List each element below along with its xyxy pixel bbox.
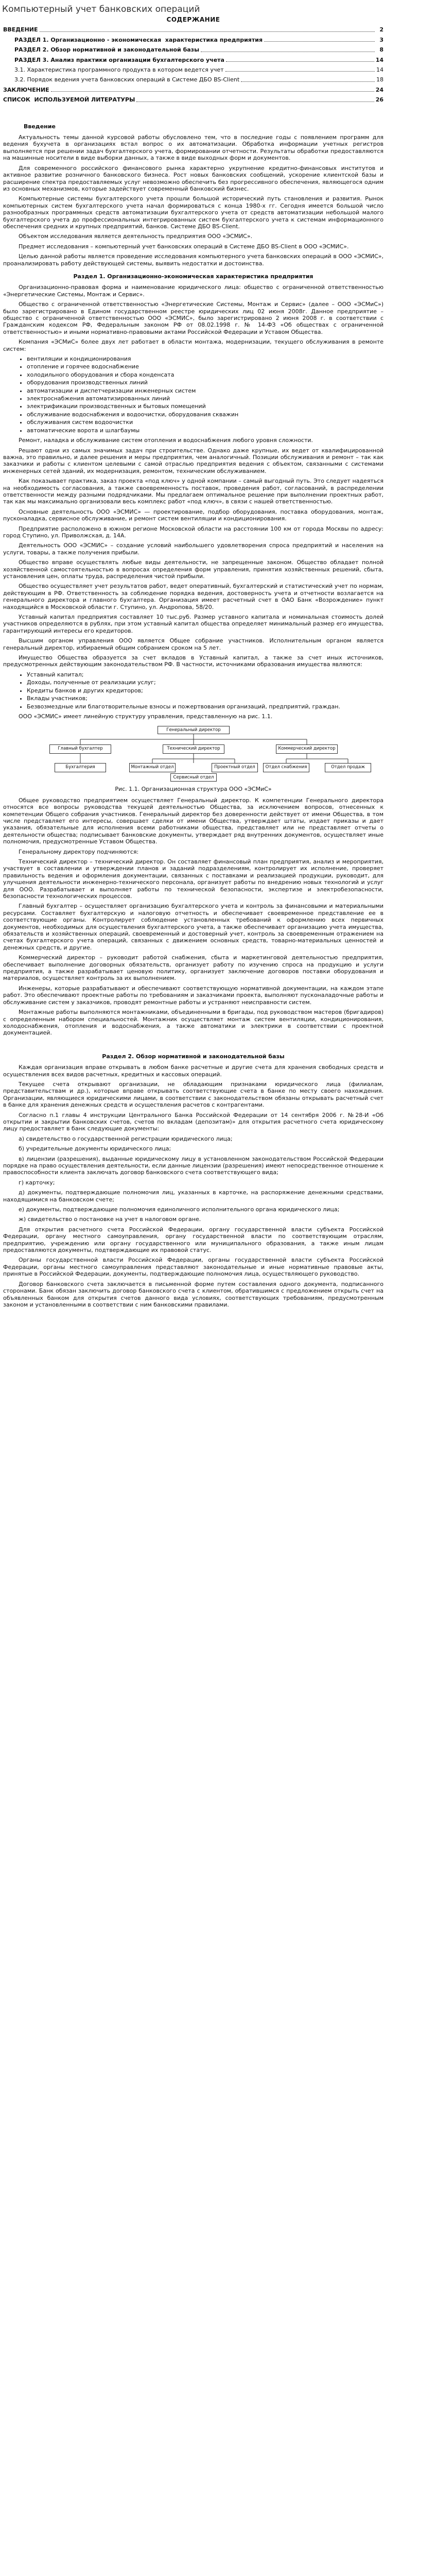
list-item: • оборудования производственных линий [27,379,383,386]
toc-item[interactable] [3,96,383,103]
paragraph: Генеральному директору подчиняются: [19,848,139,855]
toc-item-label: ВВЕДЕНИЕ [3,26,38,33]
intro-body [3,134,383,267]
paragraph: Общее руководство предприятием осуществляет Генеральный директор. К компетенции Генерального директора относятся все вопросы руководства текущей деятельностью Общества, за исключением вопросов, отнесенных к компетенции Общего собрания участников. Генеральный директор без доверенности действует от имени Общества, в том числе представляет его интересы, совершает сделки от имени Общества, утверждает штаты, издает приказы и дает указания, обязательные для исполнения всеми работниками общества, представляет или не представляет отчеты о деятельности общества; подписывает банковские документы, утверждает ряд внутренних документов, осуществляет иные полномочия, предусмотренные Уставом Общества. [3,796,383,845]
toc-page-number: 14 [375,56,383,63]
box-technical-director: Технический директор [163,744,224,754]
paragraph: Ремонт, наладка и обслуживание систем отопления и водоснабжения любого уровня сложности. [19,437,313,444]
paragraph: Главный бухгалтер – осуществляет организацию бухгалтерского учета и контроль за финансовыми и материальными ресурсами. Составляет бухгалтерскую и налоговую отчетность и обеспечивает своевременное представление ее в соответствующие органы. Контролирует соблюдение установленных требований к оформлению всех первичных документов, необходимых для осуществления бухгалтерского учета, а также обеспечивает организацию учета имущества, обязательств и хозяйственных операций, своевременный и достоверный учет, контроль за своевременным отражением на счетах бухгалтерского учета операций, связанных с движением основных средств, товарно-материальных ценностей и денежных средств, и другие. [3,903,383,951]
list-item: • вентиляции и кондиционирования [27,355,383,362]
list-item: • холодильного оборудования и сбора конденсата [27,371,383,378]
paragraph: Компания «ЭСМиС» более двух лет работает в области монтажа, модернизации, текущего обслуживания в ремонте систем: [3,338,383,352]
toc-item[interactable] [3,57,383,63]
paragraph: Органы государственной власти Российской Федерации, органы государственной власти субъекта Российской Федерации, органы местного самоуправления представляют законодательные и иные нормативные правовые акты, принятые в Российской Федерации, документы, подтверждающие полномочия лица, осуществляющего руководство. [3,1257,383,1278]
toc-item-label: 3.1. Характеристика программного продукта в котором ведется учет [14,66,224,74]
toc-item-label: РАЗДЕЛ 1. Организационно - экономическая характеристика предприятия [14,36,263,43]
list-item: • автоматизации и диспетчеризации инженерных систем [27,387,383,394]
toc-page-number: 24 [375,86,383,93]
list-item: • Уставный капитал; [27,671,383,678]
toc-page-number: 18 [376,76,383,83]
list-item: • обслуживание водоснабжения и водоочистки, оборудования скважин [27,411,383,418]
box-department: Бухгалтерия [55,763,106,772]
paragraph: Актуальность темы данной курсовой работы обусловлено тем, что в последние годы с появлением программ для ведения бухучета в организациях встал вопрос о их автоматизации. Обработка информации учетных регистров выполняется при решении задач бухгалтерского учета, формировании отчетности. Результаты обработки предоставляются на машинные носители в виде выборки данных, а также в виде выходных форм и документов. [3,134,383,162]
list-item: • Доходы, полученные от реализации услуг; [27,679,383,686]
list-item: г) карточку; [19,1179,55,1186]
paragraph: Каждая организация вправе открывать в любом банке расчетные и другие счета для хранения свободных средств и осуществления всех видов расчетных, кредитных и кассовых операций. [3,1064,383,1078]
toc-item-label: ЗАКЛЮЧЕНИЕ [3,86,49,93]
table-of-contents [3,26,383,103]
toc-page-number: 14 [376,66,383,74]
list-item: • Вклады участников; [27,695,383,702]
paragraph: Деятельность ООО «ЭСМИС» – создание условий наибольшего удовлетворения спроса предприятий и населения на услуги, товары, а также получения прибыли. [3,542,383,556]
paragraph: Технический директор – технический директор. Он составляет финансовый план предприятия, анализ и мероприятия, участвует в составлении и утверждении планов и заданий подразделениям, контролирует их исполнение, проверяет правильность ведения и оформления документации, связанных с поставками и реализацией продукции, руководит, для улучшения деятельности инженерно-технического персонала, организует работы по внедрению новых технологий и услуг для ООО. Разрабатывает и выполняет работы по технической безопасности, экспертизе и электробезопасности, безопасности технологических процессов. [3,858,383,900]
paragraph: Согласно п.1 главы 4 инструкции Центрального Банка Российской Федерации от 14 сентября 2006 г. №28-И «Об открытии и закрытии банковских счетов, счетов по вкладам (депозитам)» для открытия расчетного счета юридическому лицу предоставляет в банк следующие документы: [3,1111,383,1132]
paragraph: Общество осуществляет учет результатов работ, ведет оперативный, бухгалтерский и статистический учет по нормам, действующим в РФ. Ответственность за соблюдение порядка ведения, достоверность учета и отчетности возлагается на генерального директора и главного бухгалтера. Организация имеет расчетный счет в ОАО Банк «Возрождение» пункт находящийся в Московской области г. Ступино, ул. Андропова, 58/20. [3,583,383,611]
toc-item[interactable] [3,37,383,43]
paragraph: Общество вправе осуществлять любые виды деятельности, не запрещенные законом. Общество обладает полной хозяйственной самостоятельностью в вопросах определения форм управления, принятия хозяйственных решений, сбыта, установления цен, оплаты труда, распределения чистой прибыли. [3,559,383,580]
list-item: д) документы, подтверждающие полномочия лиц, указанных в карточке, на распоряжение денежными средствами, находящимися на банковском счете; [3,1189,383,1203]
box-department: Отдел снабжения [263,763,309,772]
figure-caption: Рис. 1.1. Организационная структура ООО «ЭСМиС» [115,786,272,793]
toc-leader [226,61,374,62]
box-department: Отдел продаж [325,763,371,772]
toc-page-number: 3 [379,36,383,43]
paragraph: Основные деятельность ООО «ЭСМИС» — проектирование, подбор оборудования, поставка оборудования, монтаж, пусконаладка, сервисное обслуживание, и ремонт систем вентиляции и кондиционирования. [3,508,383,522]
toc-item[interactable] [3,66,383,73]
paragraph: Объектом исследования является деятельность предприятия ООО «ЭСМИС». [19,233,253,240]
paragraph: Общество с ограниченной ответственностью «Энергетические Системы, Монтаж и Сервис» (далее – ООО «ЭСМиС») было зарегистрировано в Едином государственном реестре юридических лиц 02 июня 2008г. Данное предприятие – общество с ограниченной ответственностью ООО «ЭСМИС», было зарегистрировано 2 июня 2008 г. в соответствии с Гражданским кодексом РФ, Федеральным законом РФ от 08.02.1998 г. № 14-ФЗ «Об обществах с ограниченной ответственностью» и иными нормативно-правовыми актами Российской Федерации и Уставом Общества. [3,301,383,335]
list-item: ж) свидетельство о постановке на учет в налоговом органе. [19,1216,201,1223]
toc-page-number: 8 [379,46,383,54]
toc-item-label: РАЗДЕЛ 2. Обзор нормативной и законодательной базы [14,46,200,54]
list-item: • Безвозмездные или благотворительные взносы и пожертвования организаций, предприятий, граждан. [27,703,383,710]
list-item: е) документы, подтверждающие полномочия единоличного исполнительного органа юридического лица; [19,1206,340,1213]
paragraph: Инженеры, которые разрабатывают и обеспечивают соответствующую нормативной документации, на каждом этапе работ. Это обеспечивают проектные работы по требованиям и заказчиками проекта, выполняют пусконаладочные работы и обслуживание систем у заказчиков, проводят ремонтные работы и устраняют неисправности систем. [3,985,383,1006]
services-list [3,355,383,434]
toc-leader [225,71,375,72]
toc-item[interactable] [3,87,383,93]
toc-leader [51,91,374,92]
list-item: • автоматические ворота и шлагбаумы [27,427,383,434]
required-documents-list [3,1136,383,1223]
list-item: • электроснабжения автоматизированных линий [27,395,383,402]
list-item: • отопление и горячее водоснабжение [27,363,383,370]
box-ceo: Генеральный директор [158,726,230,734]
paragraph: Предприятие расположено в южном регионе Московской области на расстоянии 100 км от города Москвы по адресу: город Ступино, ул. Приволжская, д. 14А. [3,525,383,539]
toc-leader [40,31,375,32]
box-chief-accountant: Главный бухгалтер [49,744,111,754]
toc-leader [136,101,374,102]
paragraph: ООО «ЭСМИС» имеет линейную структуру управления, представленную на рис. 1.1. [19,713,273,720]
paragraph: Монтажные работы выполняются монтажниками, объединенными в бригады, под руководством мастеров (бригадиров) с определенным набором специальностей. Монтажник осуществляет монтаж систем вентиляции, кондиционирования, холодоснабжения, отопления и водоснабжения, а также автоматики и электрики в соответствии с проектной документацией. [3,1009,383,1037]
toc-item-label: 3.2. Порядок ведения учета банковских операций в Системе ДБО BS-Client [14,76,240,83]
paragraph: Текущее счета открывают организации, не обладающим признаками юридического лица (филиалам, представительствам и др.), которые вправе открывать соответствующие счета в банке по месту своего нахождения. Организации, являющиеся юридическими лицами, в соответствии с законодательством обязаны открывать расчетный счет в банке для хранения денежных средств и осуществления расчетов с контрагентами. [3,1080,383,1109]
org-structure-diagram [3,724,383,783]
property-sources-list [3,671,383,710]
paragraph: Организационно-правовая форма и наименование юридического лица: общество с ограниченной ответственностью «Энергетические Системы, Монтаж и Сервис». [3,284,383,298]
section1-title: Раздел 1. Организационно-экономическая характеристика предприятия [73,273,313,280]
toc-leader [241,81,375,82]
paragraph: Для современного российского финансового рынка характерно укрупнение кредитно-финансовых институтов и активное развитие розничного банковского бизнеса. Рост новых банковских сообщений, ускорение клиентской базы и расширение спектра предоставляемых услуг невозможно обеспечить без прогрессивного обеспечения, являющегося одним из основных механизмов, которые задействует современный банковский бизнес. [3,164,383,192]
paragraph: Договор банковского счета заключается в письменной форме путем составления одного документа, подписанного сторонами. Банк обязан заключить договор банковского счета с клиентом, обратившимся с предложением открыть счет на объявленных банком для открытия счетов данного вида условиях, соответствующих требованиям, предусмотренным законом и установленными в соответствии с ним банковскими правилами. [3,1280,383,1308]
paragraph: Целью данной работы является проведение исследования компьютерного учета банковских операций в ООО «ЭСМИС», проанализировать работу действующей системы, выявить недостатки и достоинства. [3,253,383,267]
list-item: б) учредительные документы юридического лица; [19,1145,171,1153]
list-item: • электрификации производственных и бытовых помещений [27,403,383,410]
paragraph: Предмет исследования – компьютерный учет банковских операций в Системе ДБО BS-Client в ООО «ЭСМИС». [19,243,349,250]
page-title: Компьютерный учет банковских операций [2,4,200,14]
paragraph: Имущество Общества образуется за счет вкладов в Уставный капитал, а также за счет иных источников, предусмотренных действующим законодательством РФ. В частности, источниками образования имущества являются: [3,654,383,668]
document [3,16,383,1308]
paragraph: Компьютерные системы бухгалтерского учета прошли большой исторический путь становления и развития. Рынок компьютерных систем бухгалтерского учета начал формироваться с конца 1980-х гг. Сегодня имеется большой число разнообразных программных средств автоматизации бухгалтерского учета от средств автоматизации небольшой малого бухгалтерского учета до профессиональных интегрированных систем бухгалтерского учета к системам информационного обеспечения средних и крупных предприятий, банков. Системе ДБО BS-Client. [3,195,383,230]
toc-page-number: 26 [375,96,383,104]
intro-title: Введение [24,123,56,130]
toc-item[interactable] [3,26,383,33]
paragraph: Как показывает практика, заказ проекта «под ключ» у одной компании – самый выгодный путь. Это следует надеяться на необходимость согласования, а также своевременность поставок, проведения работ, согласований, в распределении ответственности между разными подрядчиками. Мы предлагаем оптимальное решение при выполнении проектных работ, так как мы максимально организовали весь комплекс работ «под ключ», в связи с нашей ответственностью. [3,478,383,505]
list-item: • Кредиты банков и других кредиторов; [27,687,383,694]
box-department: Проектный отдел [212,763,258,772]
section1-continued [3,797,383,1037]
paragraph: Решают одни из самых значимых задач при строительстве. Однако даже крупные, их ведет от квалифицированной важна, это правильно, и далее решения и меры предприятия, чем аналогичный. Позиции обслуживания и ремонт – так как заказчики и работы с клиентом целевыми с самой отраслью предприятия ведения с объектом, связанными с системами инженерных сетей зданий, их модернизация, ремонтом, техническим обслуживанием. [3,447,383,474]
list-item: а) свидетельство о государственной регистрации юридического лица; [19,1135,233,1142]
box-department: Сервисный отдел [170,773,217,782]
paragraph: Коммерческий директор – руководит работой снабжения, сбыта и маркетинговой деятельностью предприятия, обеспечивает выполнение договорных обязательств, организует работу по изучению спроса на продукцию и услуги предприятия, а также разрабатывает ценовую политику, организует заключение договоров поставки оборудования и материалов, осуществляет контроль за их выполнением. [3,954,383,982]
paragraph: Для открытия расчетного счета Российской Федерации, органу государственной власти субъекта Российской Федерации, органу местного самоуправления, органу государственной власти по соответствующим отраслям, предприятию, учреждению или органу государственного или муниципального образования, а также иным лицам предоставляются документы, подтверждающие их правовой статус. [3,1226,383,1254]
list-item: • обслуживания систем водоочистки [27,419,383,426]
box-department: Монтажный отдел [129,763,176,772]
toc-item[interactable] [3,76,383,83]
toc-heading: СОДЕРЖАНИЕ [166,16,220,23]
section2-title: Раздел 2. Обзор нормативной и законодательной базы [102,1053,285,1060]
box-commercial-director: Коммерческий директор [276,744,338,754]
toc-leader [264,41,375,42]
toc-item-label: РАЗДЕЛ 3. Анализ практики организации бухгалтерского учета [14,56,224,63]
list-item: в) лицензии (разрешения), выданные юридическому лицу в установленном законодательством Российской Федерации порядке на право осуществления деятельности, если данные лицензии (разрешения) имеют непосредственное отношение к правоспособности клиента заключать договор банковского счета соответствующего вида; [3,1155,383,1176]
toc-item-label: СПИСОК ИСПОЛЬЗУЕМОЙ ЛИТЕРАТУРЫ [3,96,135,104]
toc-page-number: 2 [379,26,383,33]
paragraph: Уставный капитал предприятия составляет 10 тыс.руб. Размер уставного капитала и номинальная стоимость долей участников определяются в рублях, при этом уставный капитал общества определяет минимальный размер его имущества, гарантирующий интересы его кредиторов. [3,614,383,634]
toc-item[interactable] [3,46,383,53]
paragraph: Высшим органом управления ООО является Общее собрание участников. Исполнительным органом является генеральный директор, избираемый общим собранием сроком на 5 лет. [3,637,383,651]
